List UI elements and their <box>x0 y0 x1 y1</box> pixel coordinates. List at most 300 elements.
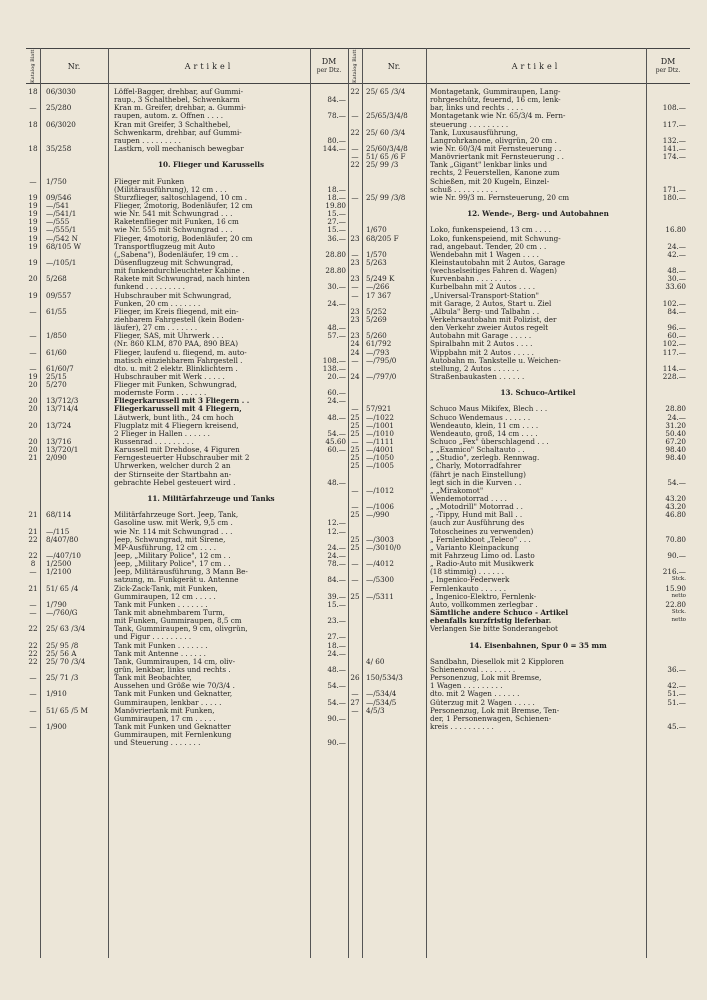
item-number: —/3010/0 <box>366 542 401 552</box>
item-price: Stck. <box>671 609 686 615</box>
catalog-row <box>348 349 690 357</box>
item-number: —/115 <box>46 526 70 536</box>
header-artikel-right: Artikel <box>511 61 561 71</box>
item-description: Tank mit Funken . . . . . . . <box>114 600 208 609</box>
item-price: 54.— <box>327 428 346 438</box>
item-description: Wendeauto, klein, 11 cm . . . . <box>430 421 539 430</box>
catalog-page-number: 19 <box>28 371 38 381</box>
item-number: —/5300 <box>366 575 394 585</box>
item-price: 102.— <box>662 298 686 308</box>
catalog-row <box>26 267 348 275</box>
item-number: 25/15 <box>46 371 67 381</box>
item-description: dto. mit 2 Wagen . . . . . . <box>430 690 520 699</box>
item-description: Düsenflugzeug mit Schwungrad, <box>114 258 234 267</box>
catalog-page-number: 25 <box>350 453 360 463</box>
catalog-row <box>348 340 690 348</box>
item-description: gebrachte Hebel gesteuert wird . <box>114 478 236 487</box>
catalog-page-number: 22 <box>28 624 38 634</box>
right-column <box>348 88 690 731</box>
item-description: Flieger, im Kreis fliegend, mit ein- <box>114 307 239 316</box>
item-price: 67.20 <box>665 437 686 447</box>
catalog-page-number: 20 <box>28 404 38 414</box>
catalog-page-number: 25 <box>350 534 360 544</box>
item-price: 60.— <box>327 445 346 455</box>
item-price: 70.80 <box>665 534 686 544</box>
item-description: Aussehen und Größe wie 70/3/4 . <box>114 682 235 691</box>
item-description: „ Ingenico-Federwerk <box>430 576 510 585</box>
item-number: —/793 <box>366 347 390 357</box>
catalog-page-number: 23 <box>350 274 360 284</box>
catalog-page-number: 20 <box>28 380 38 390</box>
section-heading <box>26 161 348 169</box>
item-number: —/534/5 <box>366 697 397 707</box>
catalog-row <box>26 349 348 357</box>
catalog-page-number: — <box>29 608 37 617</box>
item-description: rohrgeschütz, feuernd, 16 cm, lenk- <box>430 96 561 105</box>
item-number: 68/105 W <box>46 241 81 251</box>
item-price: 102.— <box>662 339 686 349</box>
item-number: 25/280 <box>46 103 72 113</box>
item-description: Tank mit Beobachter, <box>114 674 192 683</box>
item-description: (Nr. 860 KLM, 870 PAA, 890 BEA) <box>114 340 239 349</box>
catalog-page-number: — <box>351 705 359 715</box>
item-price: 80.— <box>327 135 346 145</box>
catalog-row <box>348 568 690 576</box>
item-price: 16.80 <box>665 225 686 235</box>
catalog-page-number: — <box>351 502 359 512</box>
item-price: 31.20 <box>665 420 686 430</box>
catalog-row <box>348 88 690 96</box>
item-number: 06/3030 <box>46 87 76 96</box>
item-number: 25/ 63 /3/4 <box>46 624 86 634</box>
item-description: und Figur . . . . . . . . . <box>114 633 192 642</box>
catalog-row <box>26 405 348 413</box>
item-number: 17 367 <box>366 290 392 300</box>
item-number: —/5311 <box>366 591 394 601</box>
catalog-row <box>348 397 690 405</box>
item-description: Rakete mit Schwungrad, nach hinten <box>114 275 250 284</box>
catalog-row <box>26 723 348 731</box>
catalog-row <box>348 414 690 422</box>
catalog-row <box>26 381 348 389</box>
item-number: 06/3020 <box>46 119 76 129</box>
catalog-row <box>26 104 348 112</box>
item-number: 150/534/3 <box>366 673 403 683</box>
header-nr-left: Nr. <box>67 61 81 71</box>
catalog-row <box>26 568 348 576</box>
item-description: mit funkendurchleuchteter Kabine . <box>114 267 245 276</box>
item-description: Fernlenkauto . . . . . . <box>430 584 506 593</box>
catalog-row <box>26 243 348 251</box>
item-description: Personenzug, Lok mit Bremse, Ten- <box>430 706 560 715</box>
item-price: 138.— <box>322 363 346 373</box>
item-price: 12.— <box>327 518 346 528</box>
item-price: 33.60 <box>665 282 686 292</box>
catalog-page-number: 20 <box>28 420 38 430</box>
section-heading <box>348 389 690 397</box>
catalog-page-number: — <box>29 567 37 577</box>
item-description: und Steuerung . . . . . . . <box>114 739 201 748</box>
header-artikel-left: Artikel <box>184 61 234 71</box>
catalog-page-number: 8 <box>30 559 36 569</box>
catalog-row <box>348 365 690 373</box>
catalog-row <box>26 593 348 601</box>
catalog-row <box>348 576 690 584</box>
item-price: netto <box>671 592 686 599</box>
item-description: „ Charly, Motorradfahrer <box>430 462 522 471</box>
item-number: 13/714/4 <box>46 404 79 414</box>
catalog-page-number: 23 <box>350 331 360 341</box>
item-price: 30.— <box>327 282 346 292</box>
catalog-row <box>348 511 690 519</box>
item-number: 1/910 <box>46 689 67 699</box>
catalog-row <box>348 560 690 568</box>
item-description: der, 1 Personenwagen, Schienen- <box>430 714 552 723</box>
item-price: 42.— <box>667 681 686 691</box>
item-number: 35/258 <box>46 143 72 153</box>
catalog-page-number: 19 <box>28 225 38 235</box>
catalog-page-number: 22 <box>350 87 360 96</box>
item-price: 48.— <box>327 477 346 487</box>
item-price: 98.40 <box>665 445 686 455</box>
item-number: —/1111 <box>366 437 394 447</box>
item-description: Manövriertank mit Fernsteuerung . . <box>430 153 564 162</box>
item-description: Autobahn m. Tankstelle u. Weichen- <box>430 356 561 365</box>
catalog-row <box>348 112 690 120</box>
catalog-row <box>348 438 690 446</box>
item-description: Flieger mit Funken, Schwungrad, <box>114 381 237 390</box>
item-price: 54.— <box>327 697 346 707</box>
item-price: 30.— <box>667 274 686 284</box>
item-price: 18.— <box>327 192 346 202</box>
catalog-page-number: — <box>351 575 359 585</box>
item-price: 90.— <box>667 551 686 561</box>
item-description: funkend . . . . . . . . . <box>114 283 185 292</box>
item-number: 4/5/3 <box>366 705 385 715</box>
item-description: Tank mit Funken und Geknatter, <box>114 690 233 699</box>
item-number: —/555 <box>46 217 70 227</box>
catalog-row <box>348 194 690 202</box>
item-number: 1/750 <box>46 176 67 186</box>
header-per-dtz-label: per Dtz. <box>655 67 681 74</box>
catalog-row <box>348 267 690 275</box>
catalog-row <box>26 682 348 690</box>
section-title: 14. Eisenbahnen, Spur 0 = 35 mm <box>469 640 607 650</box>
item-description: Sämtliche andere Schuco - Artikel <box>430 609 569 617</box>
item-description: Tank, Gummiraupen, 9 cm, olivgrün, <box>114 625 248 634</box>
item-number: 61/60 <box>46 347 67 357</box>
item-description: den Verkehr zweier Autos regelt <box>430 324 549 333</box>
item-price: 36.— <box>327 233 346 243</box>
item-price: 48.— <box>327 412 346 422</box>
item-number: 5/270 <box>46 380 67 390</box>
item-price: 27.— <box>327 217 346 227</box>
catalog-row <box>348 707 690 715</box>
item-number: 25/ 99 /3/8 <box>366 192 406 202</box>
section-heading <box>348 210 690 218</box>
item-number: 25/ 70 /3/4 <box>46 656 86 666</box>
catalog-row <box>348 357 690 365</box>
item-description: Autobahn mit Garage . . . . . <box>430 332 532 341</box>
catalog-page-number: — <box>351 282 359 292</box>
item-description: „ „Mirakomot" <box>430 486 484 495</box>
item-description: „ Ingenico-Elektro, Fernlenk- <box>430 592 537 601</box>
catalog-row <box>348 405 690 413</box>
catalog-row <box>348 601 690 609</box>
item-description: Schuco Maus Mikifex, Blech . . . <box>430 405 548 414</box>
item-description: Gummiraupen, mit Fernlenkung <box>114 731 232 740</box>
catalog-page-number: — <box>29 306 37 316</box>
item-number: 51/ 65 /6 F <box>366 152 406 162</box>
item-number: —/1022 <box>366 412 394 422</box>
item-description: Totoscheines zu verwenden) <box>430 527 534 536</box>
catalog-page-number: 20 <box>28 437 38 447</box>
item-description: Russenrad . . . . . . . . . <box>114 438 194 447</box>
catalog-page-number: 25 <box>350 420 360 430</box>
item-description: Jeep, Militärausführung, 3 Mann Be- <box>114 568 248 577</box>
item-number: —/990 <box>366 510 390 520</box>
item-description: Zick-Zack-Tank, mit Funken, <box>114 584 218 593</box>
item-description: Löffel-Bagger, drehbar, auf Gummi- <box>114 88 244 96</box>
item-description: Tank mit Antenne . . . . . . <box>114 649 206 658</box>
section-title: 13. Schuco-Artikel <box>500 388 576 398</box>
catalog-row <box>26 194 348 202</box>
item-number: 1/2500 <box>46 559 72 569</box>
item-price: 27.— <box>327 632 346 642</box>
catalog-row <box>26 373 348 381</box>
header-per-dtz-label: per Dtz. <box>316 67 342 74</box>
item-number: 09/546 <box>46 192 72 202</box>
item-price: 60.— <box>667 331 686 341</box>
item-price: 19.80 <box>325 200 346 210</box>
item-description: „ Varianto Kleinpackung <box>430 543 519 552</box>
item-description: bar, links und rechts . . . . <box>430 104 523 113</box>
catalog-page-number: 22 <box>28 656 38 666</box>
item-price: 42.— <box>667 249 686 259</box>
item-price: 144.— <box>322 143 346 153</box>
item-number: —/3003 <box>366 534 394 544</box>
catalog-page-number: 19 <box>28 241 38 251</box>
catalog-page-number: 25 <box>350 412 360 422</box>
item-number: —/1010 <box>366 428 394 438</box>
item-description: „ „Motodrill" Motorrad . . <box>430 503 523 512</box>
item-price: 108.— <box>322 355 346 365</box>
item-number: 1/2100 <box>46 567 72 577</box>
item-description: Raketenflieger mit Funken, 16 cm <box>114 218 239 227</box>
item-description: Langrohrkanone, olivgrün, 20 cm . <box>430 136 557 145</box>
catalog-page-number: — <box>29 721 37 731</box>
catalog-page-number: — <box>29 599 37 609</box>
item-description: 1 Wagen . . . . . . . . . <box>430 682 503 691</box>
catalog-row <box>348 161 690 169</box>
item-number: 5/263 <box>366 257 387 267</box>
catalog-row <box>26 715 348 723</box>
item-number: 61/792 <box>366 339 392 349</box>
item-number: —/1006 <box>366 502 394 512</box>
item-price: 171.— <box>662 184 686 194</box>
item-description: der Stirnseite der Startbahn an- <box>114 470 232 479</box>
item-description: wie Nr. 99/3 m. Fernsteuerung, 20 cm <box>430 193 570 202</box>
catalog-row <box>348 430 690 438</box>
catalog-page-number: 21 <box>28 453 38 463</box>
item-price: 78.— <box>327 111 346 121</box>
item-description: (wechselseitiges Fahren d. Wagen) <box>430 267 557 276</box>
header-dm-right <box>646 49 690 83</box>
item-price: 43.20 <box>665 502 686 512</box>
catalog-row <box>26 536 348 544</box>
item-price: 45.60 <box>325 437 346 447</box>
item-description: mit Funken, Gummiraupen, 8,5 cm <box>114 617 242 626</box>
item-description: Sturzflieger, saltoschlagend, 10 cm . <box>114 193 247 202</box>
section-title: 10. Flieger und Karussells <box>157 160 265 170</box>
item-description: (18 stimmig) . . . . . . <box>430 568 504 577</box>
item-description: Verlangen Sie bitte Sonderangebot <box>430 625 558 634</box>
catalog-row <box>26 609 348 617</box>
item-description: Montagetank wie Nr. 65/3/4 m. Fern- <box>430 112 566 121</box>
catalog-row <box>26 471 348 479</box>
catalog-page-number: 20 <box>28 274 38 284</box>
item-description: Wendebahn mit 1 Wagen . . . . <box>430 250 539 259</box>
item-description: wie Nr. 555 mit Schwungrad . . . <box>114 226 233 235</box>
catalog-row <box>26 186 348 194</box>
item-price: 108.— <box>662 103 686 113</box>
item-description: „Albula" Berg- und Talbahn . . <box>430 307 540 316</box>
catalog-row <box>348 454 690 462</box>
catalog-row <box>348 528 690 536</box>
header-dm-label: DM <box>321 57 337 66</box>
catalog-row <box>348 332 690 340</box>
catalog-row <box>348 715 690 723</box>
item-number: 51/ 65 /5 M <box>46 705 88 715</box>
catalog-page-number: 23 <box>350 314 360 324</box>
item-description: MP-Ausführung, 12 cm . . . . <box>114 543 217 552</box>
item-description: Tank mit Funken . . . . . . . <box>114 641 208 650</box>
item-number: —/1001 <box>366 420 394 430</box>
item-price: 54.— <box>667 477 686 487</box>
item-number: 1/850 <box>46 331 67 341</box>
item-description: Güterzug mit 2 Wagen . . . . . <box>430 698 535 707</box>
item-price: 39.— <box>327 591 346 601</box>
catalog-page-number: 18 <box>28 87 38 96</box>
catalog-row <box>26 519 348 527</box>
catalog-row <box>26 446 348 454</box>
item-price: 22.80 <box>665 599 686 609</box>
catalog-page-number: — <box>29 331 37 341</box>
catalog-page-number: 25 <box>350 428 360 438</box>
item-number: 25/65/3/4/8 <box>366 111 408 121</box>
catalog-page-number: — <box>351 143 359 153</box>
item-description: (fährt je nach Einstellung) <box>430 470 526 479</box>
item-price: 78.— <box>327 559 346 569</box>
item-price: 20.— <box>327 371 346 381</box>
catalog-row <box>26 300 348 308</box>
catalog-row <box>348 153 690 161</box>
catalog-row <box>26 169 348 177</box>
item-price: 12.— <box>327 526 346 536</box>
catalog-page-number: 19 <box>28 290 38 300</box>
catalog-row <box>26 259 348 267</box>
catalog-page-number: 21 <box>28 510 38 520</box>
catalog-row <box>348 275 690 283</box>
item-description: Tank mit abnehmbarem Turm, <box>114 609 225 617</box>
item-price: 24.— <box>327 551 346 561</box>
catalog-page-number: — <box>29 347 37 357</box>
item-number: 5/252 <box>366 306 387 316</box>
item-number: 25/ 99 /3 <box>366 160 399 170</box>
item-price: 24.— <box>667 241 686 251</box>
item-number: 68/205 F <box>366 233 399 243</box>
item-description: Auto, vollkommen zerlegbar . <box>430 600 538 609</box>
catalog-row <box>26 430 348 438</box>
item-description: Uhrwerken, welcher durch 2 an <box>114 462 231 471</box>
item-number: 1/790 <box>46 599 67 609</box>
item-number: —/105/1 <box>46 257 77 267</box>
catalog-row <box>348 422 690 430</box>
catalog-row <box>26 674 348 682</box>
catalog-row <box>348 495 690 503</box>
catalog-row <box>348 462 690 470</box>
catalog-page-number: 26 <box>350 673 360 683</box>
item-description: dto. u. mit 2 elektr. Blinklichtern . <box>114 364 238 373</box>
catalog-page-number: 20 <box>28 396 38 406</box>
catalog-row <box>348 682 690 690</box>
catalog-row <box>26 332 348 340</box>
catalog-row <box>348 316 690 324</box>
item-description: Tank, Gummiraupen, 14 cm, oliv- <box>114 657 236 666</box>
table-header <box>26 48 690 84</box>
item-description: „Universal-Transport-Station" <box>430 291 539 300</box>
item-number: —/1012 <box>366 485 394 495</box>
item-number: 5/269 <box>366 314 387 324</box>
item-description: Militärfahrzeuge Sort. Jeep, Tank, <box>114 511 239 520</box>
catalog-page-number: 22 <box>28 551 38 561</box>
item-number: 57/921 <box>366 404 392 414</box>
catalog-row <box>348 169 690 177</box>
item-number: 1/670 <box>366 225 387 235</box>
item-description: („Sabena"), Bodenläufer, 19 cm . . <box>114 250 239 259</box>
header-katalog-left: Katalog Blatt <box>30 49 36 83</box>
catalog-row <box>348 609 690 617</box>
item-description: (auch zur Ausführung des <box>430 519 525 528</box>
item-description: Karussell mit Drehdose, 4 Figuren <box>114 446 240 455</box>
item-description: matisch einziehbarem Fahrgestell . <box>114 356 243 365</box>
item-description: wie Nr. 60/3/4 mit Fernsteuerung . . <box>430 144 562 153</box>
item-description: steuerung . . . . . . . . . <box>430 120 509 129</box>
item-number: 09/557 <box>46 290 72 300</box>
catalog-row <box>348 503 690 511</box>
item-number: —/534/4 <box>366 689 397 699</box>
item-description: Ferngesteuerter Hubschrauber mit 2 <box>114 454 250 463</box>
catalog-row <box>26 145 348 153</box>
item-description: raupen, autom. z. Öffnen . . . . <box>114 112 224 121</box>
item-description: Fliegerkarussell mit 4 Fliegern, <box>114 405 242 414</box>
item-price: 23.— <box>327 616 346 626</box>
catalog-row <box>26 96 348 104</box>
item-description: Kran mit Greifer, 3 Schalthebel, <box>114 120 231 129</box>
item-description: Flieger, SAS, mit Uhrwerk . . . <box>114 332 224 341</box>
item-description: „ „Examico" Schaltauto . . <box>430 446 525 455</box>
item-number: 25/ 65 /3/4 <box>366 87 406 96</box>
item-description: kreis . . . . . . . . . . <box>430 722 494 731</box>
catalog-page-number: 25 <box>350 445 360 455</box>
item-description: Flugplatz mit 4 Fliegern kreisend, <box>114 421 239 430</box>
item-number: 25/ 60 /3/4 <box>366 127 406 137</box>
catalog-row <box>26 365 348 373</box>
catalog-row <box>26 324 348 332</box>
item-description: „ „Studio", zerlegb. Rennwag. <box>430 454 540 463</box>
catalog-row <box>348 552 690 560</box>
catalog-row <box>348 178 690 186</box>
